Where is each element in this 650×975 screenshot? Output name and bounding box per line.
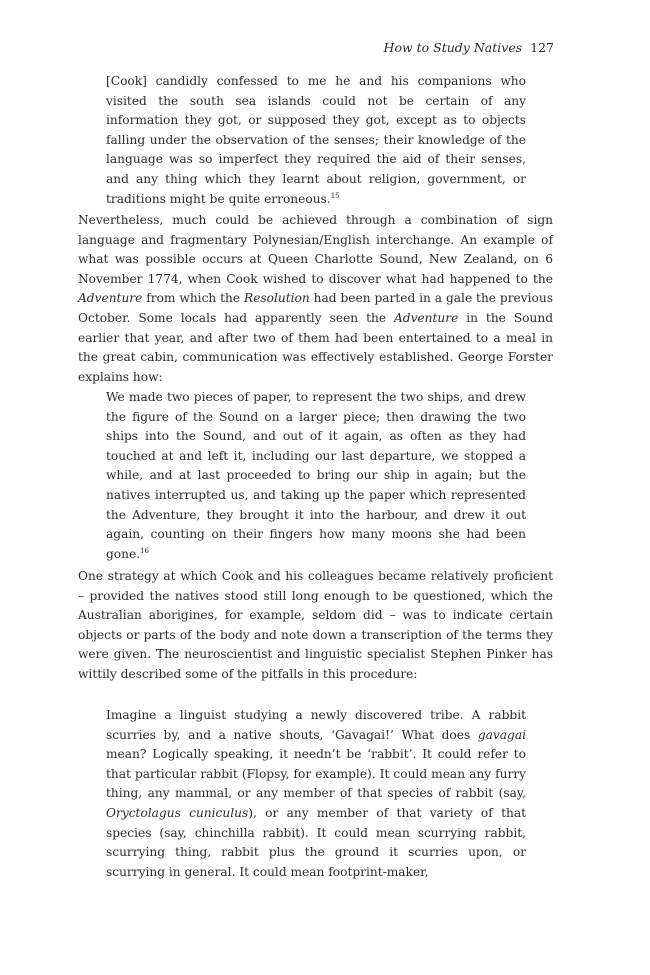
block-quote-forster [106, 388, 526, 564]
text-run: Imagine a linguist studying a newly discovered tribe. A rabbit scurries by, and a native shouts, ‘Gavagai!’ What does [106, 708, 526, 742]
italic-term: Oryctolagus cuniculus [106, 805, 249, 820]
quote-text: [Cook] candidly confessed to me he and his companions who visited the south sea islands could not be certain of any information they got, or supposed they got, except as to objects falling under the observation of the senses; their knowledge of the language was so imperfect they required the aid of their senses, and any thing which they learnt about religion, government, or traditions might be quite erroneous. [106, 74, 526, 206]
ship-name: Adventure [393, 310, 459, 325]
ship-name: Resolution [244, 291, 310, 306]
footnote-ref: 15 [330, 191, 340, 200]
page-number: 127 [530, 40, 554, 55]
running-header [384, 40, 554, 55]
footnote-ref: 16 [140, 546, 149, 555]
paragraph-strategy [78, 567, 553, 685]
block-quote-pinker [106, 706, 526, 882]
quote-text: We made two pieces of paper, to represent the two ships, and drew the figure of the Sound on a larger piece; then drawing the two ships into the Sound, and out of it again, as often as they had touched at and left it, including our last departure, we stopped a while, and at last proceeded to bring our ship in again; but the natives interrupted us, and taking up the paper which represented the Adventure, they brought it into the harbour, and drew it out again, counting on their fingers how many moons she had been gone. [106, 390, 526, 561]
ship-name: Adventure [78, 291, 143, 306]
text-run: had been parted in a gale the previous October. Some locals had apparently seen the [78, 291, 553, 325]
block-quote-cook [106, 72, 526, 209]
paragraph-forster-intro [78, 211, 553, 387]
text-run: ), or any member of that variety of that species (say, chinchilla rabbit). It could mean scurrying rabbit, scurrying thing, rabbit plus the ground it scurries upon, or scurrying in general. It could mean footprint-maker, [106, 805, 526, 879]
text-run: Nevertheless, much could be achieved through a combination of sign language and fragmentary Polynesian/English interchange. An example of what was possible occurs at Queen Charlotte Sound, New Zealand, on 6 November 1774, when Cook wished to discover what had happened to the [78, 213, 553, 286]
text-run: in the Sound earlier that year, and after two of them had been entertained to a meal in the great cabin, communication was effectively established. George Forster explains how: [78, 310, 554, 384]
italic-term: gavagai [477, 727, 526, 742]
running-title: How to Study Natives [383, 40, 523, 55]
text-run: mean? Logically speaking, it needn’t be ‘rabbit’. It could refer to that particular rabbit (Flopsy, for example). It could mean any furry thing, any mammal, or any member of that species of rabbit (say, [106, 747, 526, 801]
text-run: from which the [142, 291, 245, 306]
text-run: One strategy at which Cook and his colleagues became relatively proficient – provided the natives stood still long enough to be questioned, which the Australian aborigines, for example, seldom did – was to indicate certain objects or parts of the body and note down a transcription of the terms they were given. The neuroscientist and linguistic specialist Stephen Pinker has wittily described some of the pitfalls in this procedure: [78, 569, 553, 681]
